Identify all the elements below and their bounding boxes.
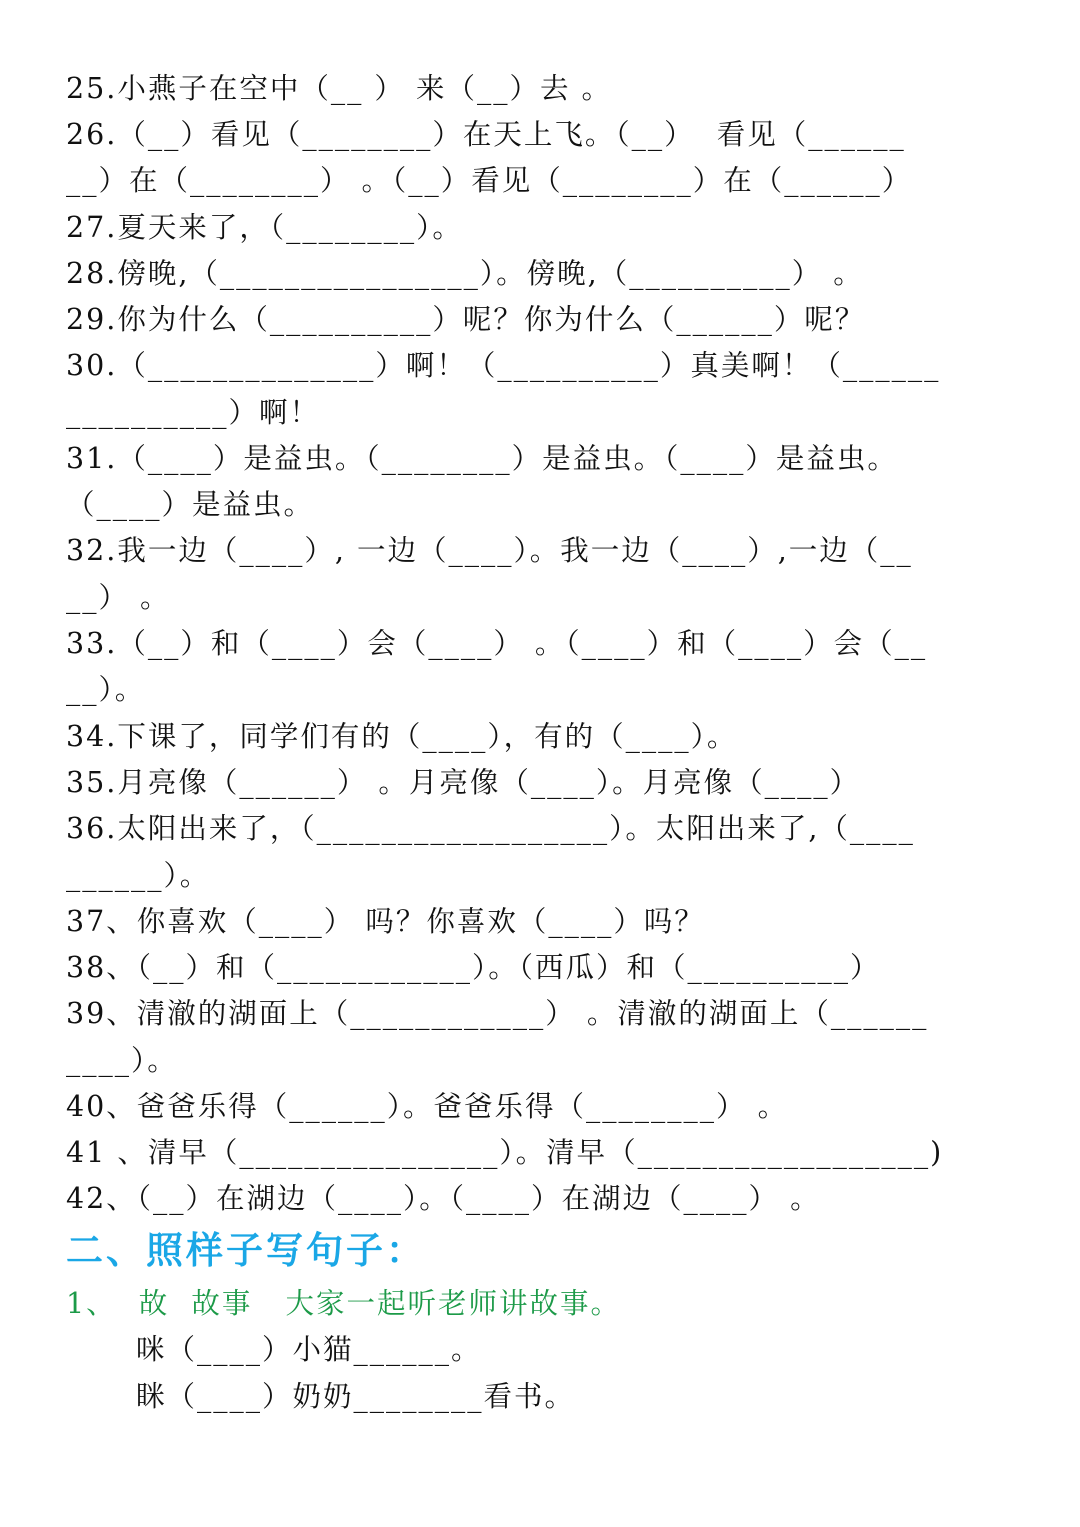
- exercise-line: 40、爸爸乐得（______）。爸爸乐得（________） 。: [66, 1090, 789, 1123]
- exercise-line: 32.我一边（____）, 一边（____）。我一边（____）,一边（__: [66, 534, 913, 567]
- exercise-line: 25.小燕子在空中（__ ） 来（__）去 。: [66, 72, 613, 105]
- example-line: [66, 1281, 1020, 1327]
- example-label: 1、: [66, 1287, 117, 1320]
- exercise-line: 28.傍晚,（________________）。傍晚,（__________） 。: [66, 257, 864, 290]
- exercise-line: 36.太阳出来了，（__________________）。太阳出来了,（____: [66, 812, 915, 845]
- exercise-line: 39、清澈的湖面上（____________） 。清澈的湖面上（______: [66, 997, 929, 1030]
- exercise-line: 37、你喜欢（____） 吗？你喜欢（____）吗？: [66, 905, 705, 938]
- exercise-line: 35.月亮像（______） 。月亮像（____）。月亮像（____）: [66, 766, 861, 799]
- exercise-line: ______）。: [66, 859, 211, 892]
- exercise-line: 29.你为什么（__________）呢？你为什么（______）呢？: [66, 303, 866, 336]
- exercise-line: 41 、清早（________________）。清早（__________________): [66, 1136, 944, 1169]
- exercise-line: 30.（______________）啊！（__________）真美啊！（______: [66, 349, 941, 382]
- practice-line: 眯（____）奶奶________看书。: [136, 1380, 576, 1413]
- practice-line: 咪（____）小猫______。: [136, 1333, 482, 1366]
- exercise-line: 26.（__）看见（________）在天上飞。（__） 看见（______: [66, 118, 906, 151]
- exercise-line: 42、（__）在湖边（____）。（____）在湖边（____） 。: [66, 1182, 821, 1215]
- section-heading: 二、照样子写句子：: [66, 1229, 426, 1272]
- exercise-line: 34.下课了，同学们有的（____），有的（____）。: [66, 720, 738, 753]
- exercise-line: __________）啊！: [66, 396, 321, 429]
- exercise-line: （____）是益虫。: [66, 488, 315, 521]
- exercise-line: 33.（__）和（____）会（____） 。（____）和（____）会（__: [66, 627, 928, 660]
- exercise-line: ____）。: [66, 1044, 178, 1077]
- example-text: 故 故事 大家一起听老师讲故事。: [116, 1287, 622, 1320]
- exercise-line: 31.（____）是益虫。（________）是益虫。（____）是益虫。: [66, 442, 898, 475]
- exercise-line: 27.夏天来了，（________）。: [66, 211, 463, 244]
- exercise-line: __）在（________） 。（__）看见（________）在（______）: [66, 164, 913, 197]
- exercise-line: 38、（__）和（____________）。（西瓜）和（__________）: [66, 951, 881, 984]
- exercise-line: __） 。: [66, 581, 171, 614]
- exercise-line: __）。: [66, 673, 146, 706]
